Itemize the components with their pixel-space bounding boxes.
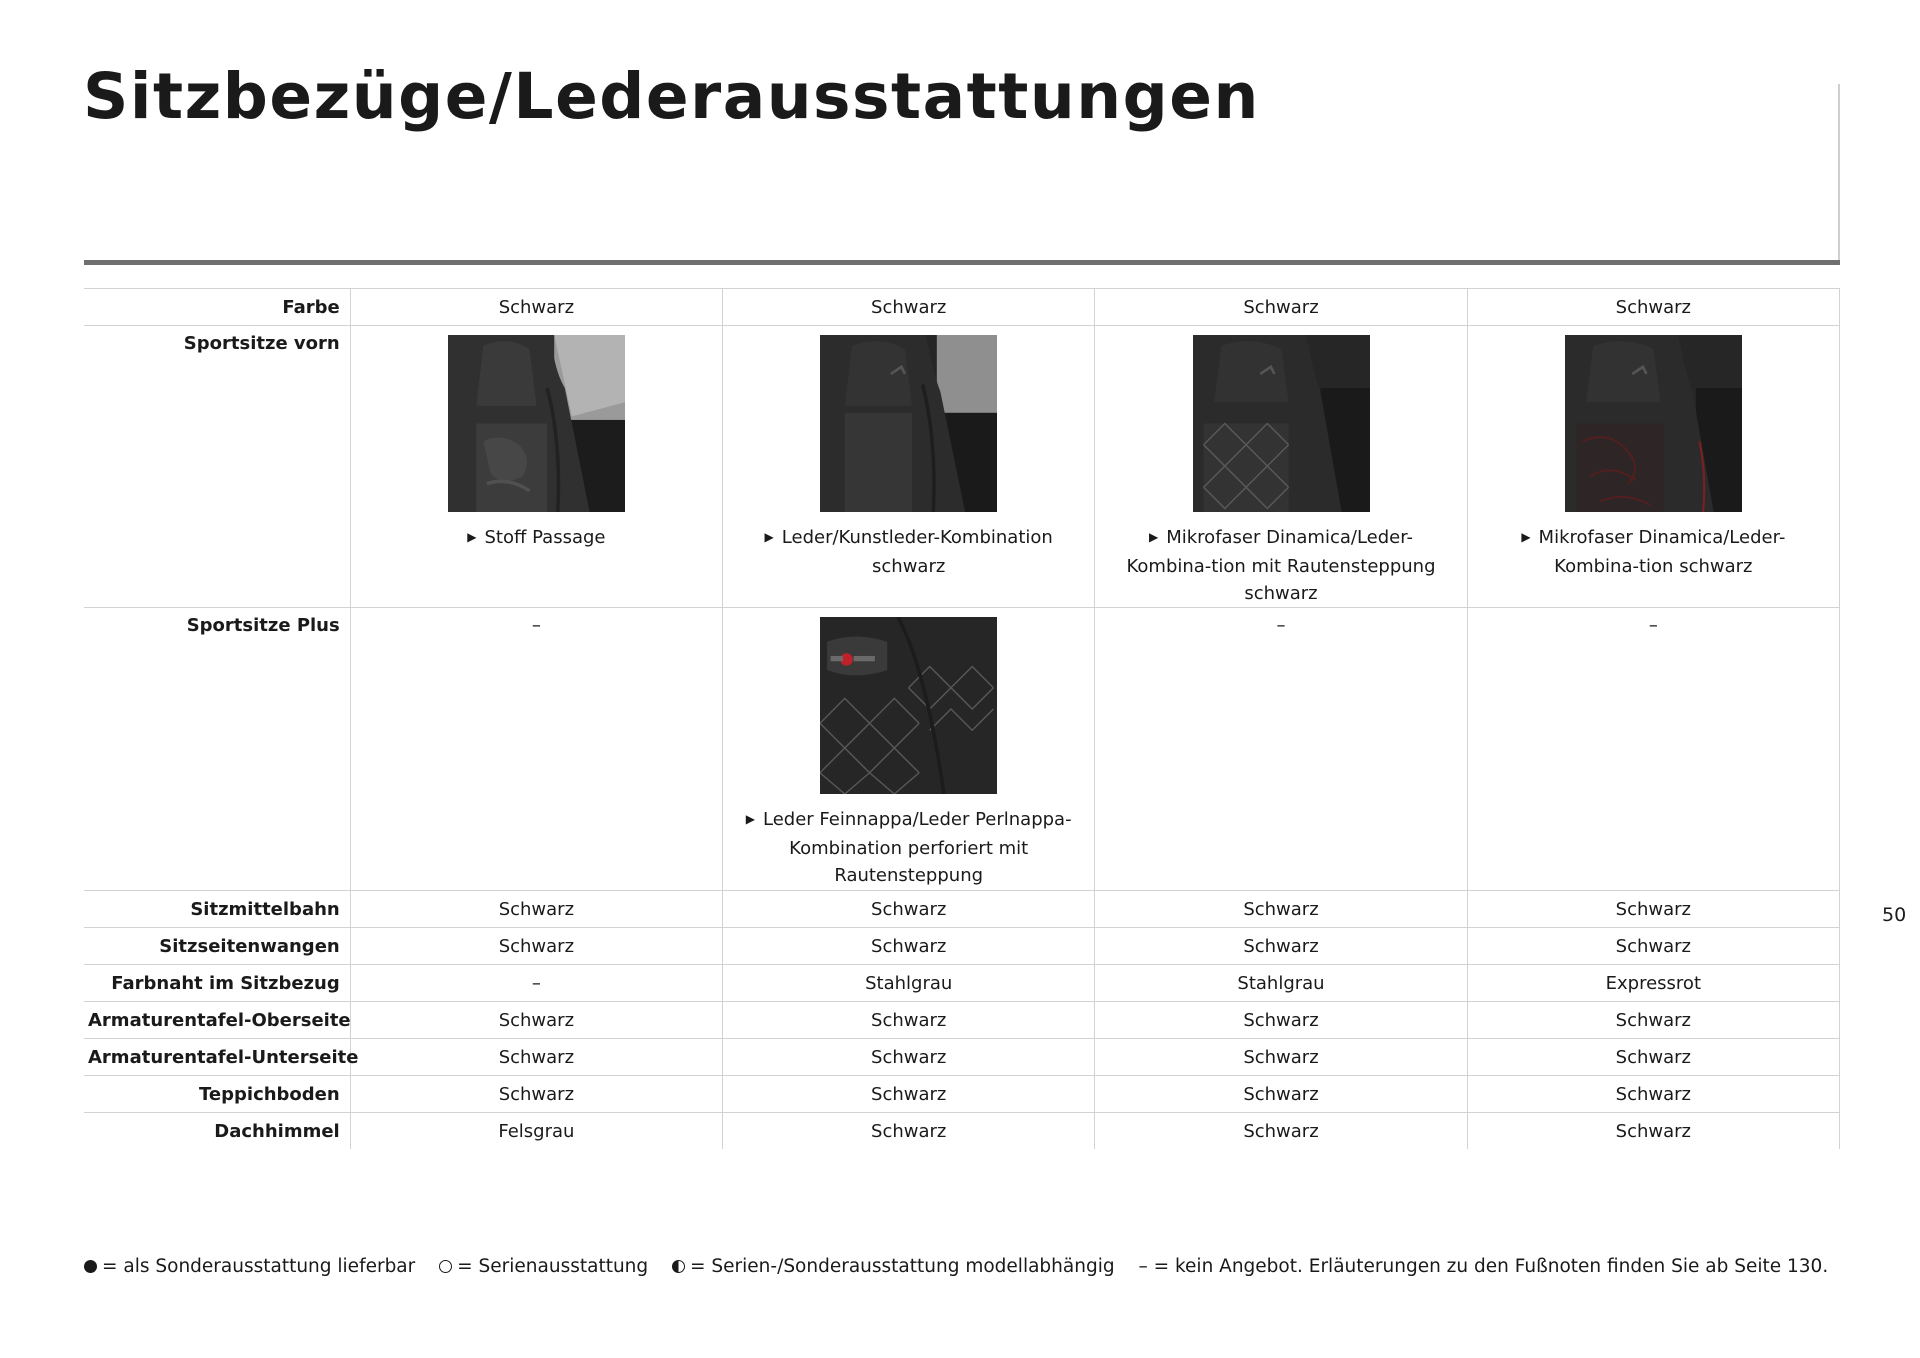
table-cell: Schwarz [1095, 1002, 1467, 1039]
table-cell: Stahlgrau [723, 965, 1095, 1002]
table-cell [1095, 326, 1467, 608]
seat-feinnappa-image [820, 617, 997, 794]
table-cell: Expressrot [1467, 965, 1839, 1002]
row-label: Armaturentafel-Oberseite [84, 1002, 350, 1039]
table-row [84, 928, 1840, 965]
table-cell [723, 326, 1095, 608]
title-rule [84, 260, 1840, 265]
table-cell: – [1467, 608, 1839, 891]
row-label: Sitzmittelbahn [84, 891, 350, 928]
table-row [84, 326, 1840, 608]
table-row [84, 1113, 1840, 1150]
table-cell: Schwarz [350, 891, 722, 928]
table-cell: – [350, 965, 722, 1002]
open-circle-icon [439, 1260, 452, 1273]
filled-circle-icon [84, 1260, 97, 1273]
table-cell: Schwarz [350, 1002, 722, 1039]
seat-description: ▶ Mikrofaser Dinamica/Leder-Kombina-tion mit Rautensteppung schwarz [1126, 527, 1436, 604]
table-cell: Schwarz [1467, 1113, 1839, 1150]
seat-description: ▶ Leder Feinnappa/Leder Perlnappa-Kombination perforiert mit Rautensteppung [745, 809, 1072, 886]
table-row [84, 289, 1840, 326]
table-cell: – [1095, 608, 1467, 891]
legend-none: – = kein Angebot. Erläuterungen zu den Fußnoten finden Sie ab Seite 130. [1138, 1256, 1829, 1277]
legend-model-dependent: = Serien-/Sonderausstattung modellabhängig [672, 1256, 1115, 1277]
table-cell: Schwarz [1095, 928, 1467, 965]
table-cell: Schwarz [1095, 1039, 1467, 1076]
table-cell: Schwarz [723, 891, 1095, 928]
triangle-bullet-icon: ▶ [1521, 530, 1531, 544]
table-row [84, 891, 1840, 928]
row-label: Sportsitze Plus [84, 608, 350, 891]
table-row [84, 1076, 1840, 1113]
page-title: Sitzbezüge/Lederausstattungen [83, 60, 1260, 133]
right-margin-line [1838, 84, 1840, 262]
row-label: Farbe [84, 289, 350, 326]
triangle-bullet-icon: ▶ [764, 530, 774, 544]
table-cell: Schwarz [1095, 289, 1467, 326]
triangle-bullet-icon: ▶ [467, 530, 477, 544]
seat-stoff-passage-image [448, 335, 625, 512]
table-cell: Schwarz [1467, 1039, 1839, 1076]
row-label: Sportsitze vorn [84, 326, 350, 608]
legend-standard: = Serienausstattung [439, 1256, 648, 1277]
table-cell: Schwarz [723, 1113, 1095, 1150]
row-label: Armaturentafel-Unterseite [84, 1039, 350, 1076]
row-label: Farbnaht im Sitzbezug [84, 965, 350, 1002]
row-label: Sitzseitenwangen [84, 928, 350, 965]
half-circle-icon [672, 1260, 685, 1273]
table-cell: Schwarz [723, 928, 1095, 965]
table-row [84, 1002, 1840, 1039]
table-cell: Schwarz [1467, 289, 1839, 326]
triangle-bullet-icon: ▶ [745, 812, 756, 826]
table-cell: Schwarz [1095, 1113, 1467, 1150]
seat-mikrofaser-raute-image [1193, 335, 1370, 512]
table-cell: Schwarz [1467, 928, 1839, 965]
table-cell [350, 326, 722, 608]
upholstery-table [84, 288, 1840, 1149]
table-cell: Schwarz [350, 928, 722, 965]
table-cell [723, 608, 1095, 891]
row-label: Dachhimmel [84, 1113, 350, 1150]
page-number: 50 [1882, 904, 1907, 926]
table-row [84, 965, 1840, 1002]
table-cell: Schwarz [1467, 1076, 1839, 1113]
table-row [84, 608, 1840, 891]
seat-mikrofaser-rot-image [1565, 335, 1742, 512]
row-label: Teppichboden [84, 1076, 350, 1113]
table-cell: Stahlgrau [1095, 965, 1467, 1002]
triangle-bullet-icon: ▶ [1148, 530, 1159, 544]
table-cell: Felsgrau [350, 1113, 722, 1150]
table-cell: Schwarz [1467, 891, 1839, 928]
legend [84, 1256, 1846, 1277]
seat-description: ▶ Leder/Kunstleder-Kombination schwarz [764, 527, 1053, 577]
table-cell: Schwarz [1095, 1076, 1467, 1113]
table-cell: Schwarz [350, 1039, 722, 1076]
seat-leder-kunstleder-image [820, 335, 997, 512]
table-cell: Schwarz [350, 289, 722, 326]
table-cell: Schwarz [350, 1076, 722, 1113]
table-cell: Schwarz [723, 1039, 1095, 1076]
table-cell [1467, 326, 1839, 608]
table-cell: Schwarz [1095, 891, 1467, 928]
table-cell: Schwarz [723, 1076, 1095, 1113]
table-row [84, 1039, 1840, 1076]
table-cell: – [350, 608, 722, 891]
seat-description: ▶ Mikrofaser Dinamica/Leder-Kombina-tion schwarz [1521, 527, 1786, 577]
table-cell: Schwarz [723, 289, 1095, 326]
seat-description: ▶ Stoff Passage [467, 527, 606, 548]
table-cell: Schwarz [1467, 1002, 1839, 1039]
table-cell: Schwarz [723, 1002, 1095, 1039]
legend-optional: = als Sonderausstattung lieferbar [84, 1256, 415, 1277]
